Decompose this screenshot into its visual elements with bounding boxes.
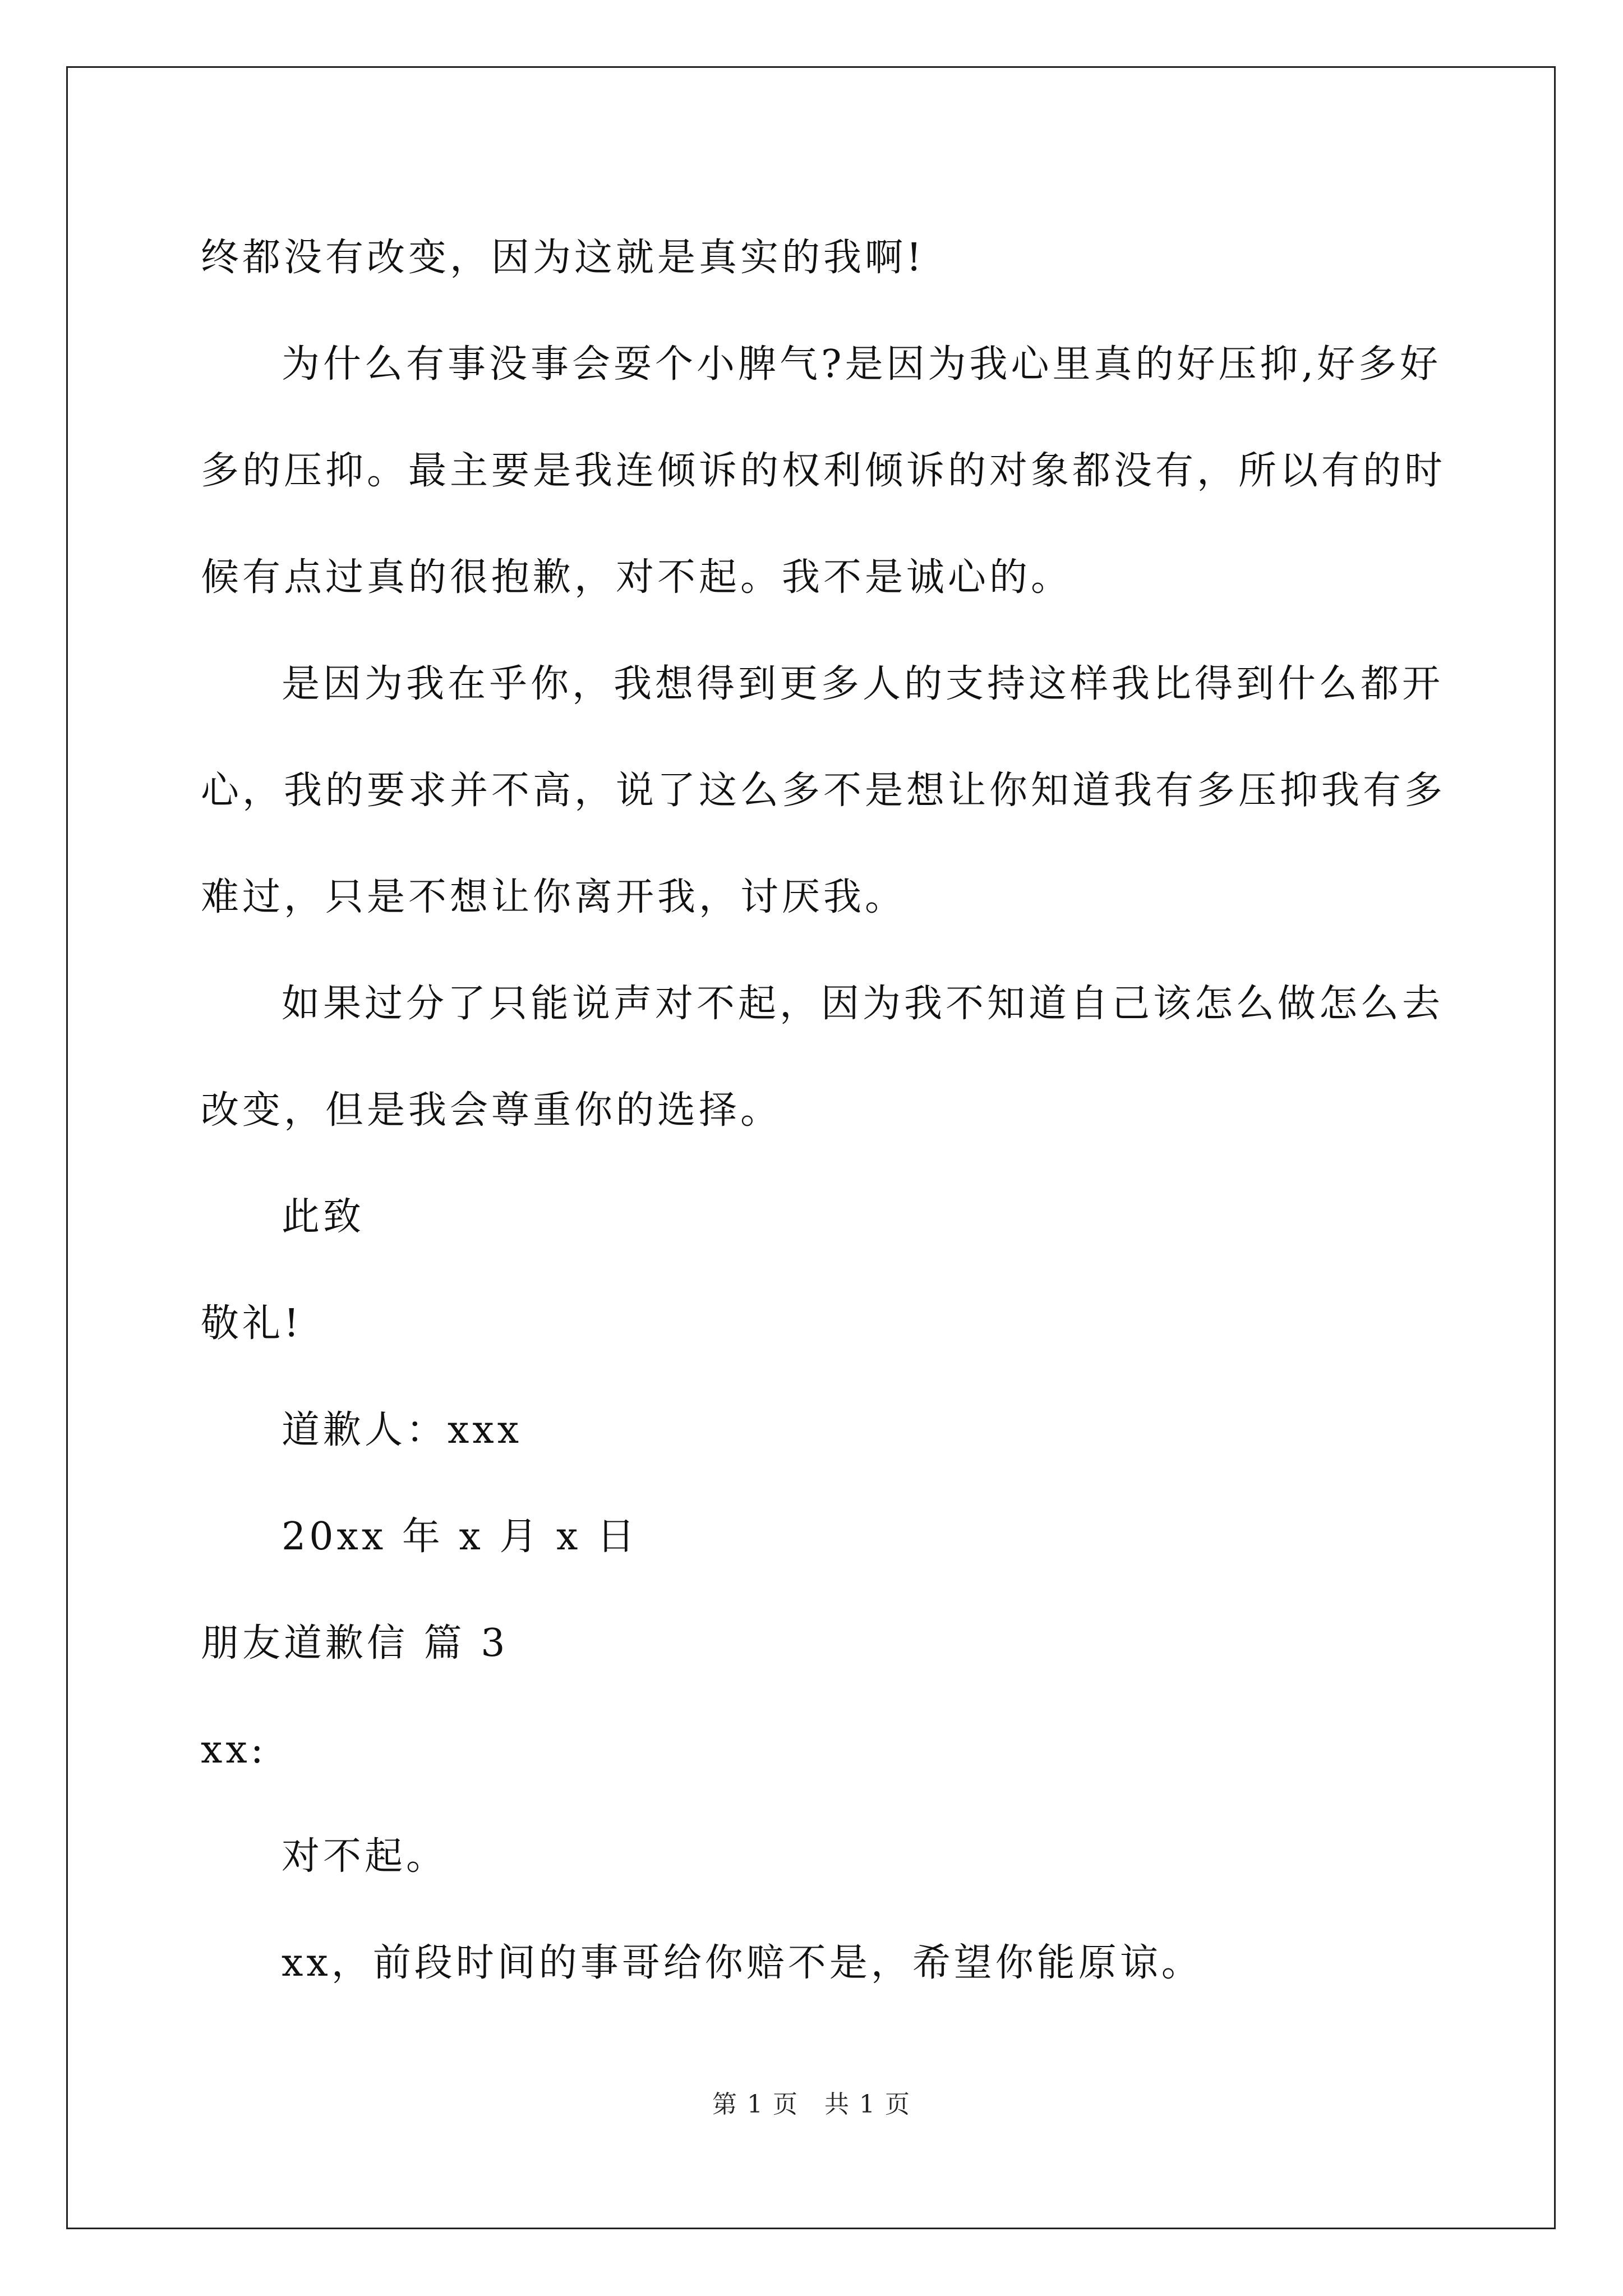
paragraph-line: 改变，但是我会尊重你的选择。 (201, 1088, 782, 1133)
paragraph-line: 如果过分了只能说声对不起，因为我不知道自己该怎么做怎么去 (282, 982, 1444, 1026)
signature-line: 道歉人：xxx (282, 1408, 523, 1452)
date-line: 20xx 年 x 月 x 日 (282, 1515, 639, 1559)
salutation-line: 敬礼! (201, 1301, 303, 1346)
paragraph-line: 候有点过真的很抱歉，对不起。我不是诚心的。 (201, 555, 1073, 600)
paragraph-line: 终都没有改变，因为这就是真实的我啊! (201, 236, 925, 280)
paragraph-line: xx，前段时间的事哥给你赔不是，希望你能原谅。 (282, 1941, 1203, 1985)
page-number-footer: 第 1 页 共 1 页 (712, 2090, 911, 2119)
paragraph-line: 难过，只是不想让你离开我，讨厌我。 (201, 875, 907, 919)
recipient-line: xx: (201, 1728, 267, 1772)
paragraph-line: 为什么有事没事会耍个小脾气?是因为我心里真的好压抑,好多好 (282, 342, 1442, 386)
paragraph-line: 是因为我在乎你，我想得到更多人的支持这样我比得到什么都开 (282, 662, 1444, 706)
closing-line: 此致 (282, 1195, 365, 1239)
paragraph-line: 多的压抑。最主要是我连倾诉的权利倾诉的对象都没有，所以有的时 (201, 449, 1446, 493)
paragraph-line: 心，我的要求并不高，说了这么多不是想让你知道我有多压抑我有多 (201, 769, 1446, 813)
section-heading: 朋友道歉信 篇 3 (201, 1621, 509, 1665)
paragraph-line: 对不起。 (282, 1834, 448, 1879)
